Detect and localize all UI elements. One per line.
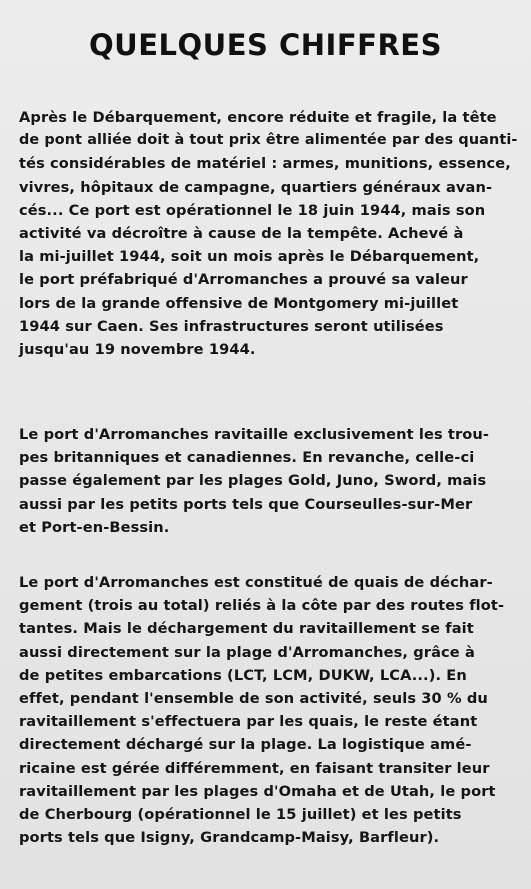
text-line: passe également par les plages Gold, Juno, Sword, mais	[19, 472, 487, 490]
text-line: de Cherbourg (opérationnel le 15 juillet) et les petits	[19, 806, 462, 824]
text-line: ricaine est gérée différemment, en faisant transiter leur	[19, 759, 490, 777]
text-line: gement (trois au total) reliés à la côte par des routes flot-	[19, 597, 505, 615]
text-line: tantes. Mais le déchargement du ravitaillement se fait	[19, 620, 474, 638]
text-line: Le port d'Arromanches ravitaille exclusivement les trou-	[19, 426, 490, 443]
paragraph-3	[19, 571, 521, 849]
text-line: effet, pendant l'ensemble de son activité, seuls 30 % du	[19, 690, 488, 708]
text-line: ports tels que Isigny, Grandcamp-Maisy, Barfleur).	[19, 829, 440, 847]
text-line: aussi directement sur la plage d'Arromanches, grâce à	[19, 643, 475, 661]
paragraph-2	[19, 423, 521, 539]
text-line: aussi par les petits ports tels que Courseulles-sur-Mer	[19, 495, 473, 513]
paragraph-1	[19, 106, 521, 361]
text-line: 1944 sur Caen. Ses infrastructures seront utilisées	[19, 317, 444, 335]
text-line: de petites embarcations (LCT, LCM, DUKW, LCA...). En	[19, 666, 467, 684]
text-line: et Port-en-Bessin.	[19, 518, 170, 536]
text-line: pes britanniques et canadiennes. En revanche, celle-ci	[19, 449, 475, 467]
page-title: QUELQUES CHIFFRES	[89, 28, 442, 62]
text-line: cés... Ce port est opérationnel le 18 juin 1944, mais son	[19, 201, 486, 219]
text-line: ravitaillement par les plages d'Omaha et de Utah, le port	[19, 782, 496, 800]
text-line: de pont alliée doit à tout prix être alimentée par des quanti-	[19, 132, 518, 149]
text-line: le port préfabriqué d'Arromanches a prouvé sa valeur	[19, 271, 468, 289]
text-line: activité va décroître à cause de la tempête. Achevé à	[19, 225, 464, 243]
text-line: lors de la grande offensive de Montgomery mi-juillet	[19, 294, 459, 312]
text-line: ravitaillement s'effectuera par les quais, le reste étant	[19, 713, 478, 731]
text-line: Après le Débarquement, encore réduite et fragile, la tête	[19, 109, 497, 126]
text-line: Le port d'Arromanches est constitué de quais de déchar-	[19, 574, 493, 591]
text-line: tés considérables de matériel : armes, munitions, essence,	[19, 155, 511, 173]
text-line: la mi-juillet 1944, soit un mois après le Débarquement,	[19, 248, 480, 266]
text-line: jusqu'au 19 novembre 1944.	[19, 341, 256, 359]
text-line: directement déchargé sur la plage. La logistique amé-	[19, 736, 472, 754]
text-line: vivres, hôpitaux de campagne, quartiers généraux avan-	[19, 178, 493, 196]
